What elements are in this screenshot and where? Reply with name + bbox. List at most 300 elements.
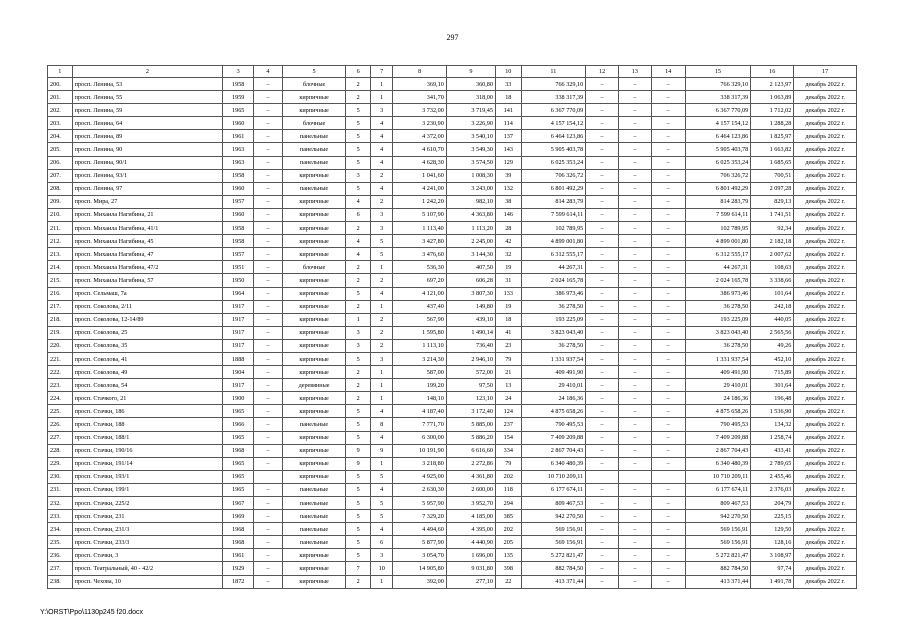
table-cell: 4 372,00 — [393, 130, 446, 143]
table-cell: декабрь 2022 г. — [794, 352, 857, 365]
table-cell: – — [619, 261, 652, 274]
table-cell: 5 — [346, 510, 371, 523]
table-row — [48, 222, 857, 235]
table-cell: 2 024 165,78 — [521, 274, 586, 287]
table-cell: 5 — [346, 156, 371, 169]
table-cell: – — [619, 510, 652, 523]
table-cell: 215. — [48, 274, 73, 287]
table-cell: кирпичные — [282, 444, 346, 457]
table-cell: декабрь 2022 г. — [794, 497, 857, 510]
table-cell: – — [651, 78, 685, 91]
table-cell: – — [619, 182, 652, 195]
table-cell: декабрь 2022 г. — [794, 457, 857, 470]
table-cell: 202 — [495, 470, 521, 483]
table-cell: 4 185,00 — [446, 510, 495, 523]
table-cell: 129,50 — [751, 523, 794, 536]
table-cell: 225,15 — [751, 510, 794, 523]
table-cell: 24 — [495, 392, 521, 405]
table-cell: панельные — [282, 418, 346, 431]
table-cell: 4 — [370, 156, 393, 169]
table-cell: 4 440,90 — [446, 536, 495, 549]
table-row — [48, 235, 857, 248]
table-cell: декабрь 2022 г. — [794, 339, 857, 352]
table-cell: 606,28 — [446, 274, 495, 287]
table-cell: 1917 — [223, 379, 254, 392]
table-cell: 231. — [48, 483, 73, 496]
table-cell: 4 610,70 — [393, 143, 446, 156]
table-cell: 2 867 704,43 — [521, 444, 586, 457]
table-cell: 1957 — [223, 248, 254, 261]
table-cell: 4 875 658,26 — [521, 405, 586, 418]
table-cell: 10 191,90 — [393, 444, 446, 457]
table-cell: 4 899 001,80 — [521, 235, 586, 248]
table-cell: 224. — [48, 392, 73, 405]
table-cell: просп. Соколова, 54 — [72, 379, 223, 392]
table-cell: кирпичные — [282, 300, 346, 313]
table-cell: 5 — [346, 431, 371, 444]
table-cell: 536,30 — [393, 261, 446, 274]
table-row — [48, 431, 857, 444]
table-cell: 226. — [48, 418, 73, 431]
table-cell: 5 885,00 — [446, 418, 495, 431]
table-cell: 1964 — [223, 287, 254, 300]
table-row — [48, 169, 857, 182]
table-cell: 97,74 — [751, 562, 794, 575]
table-cell: 238. — [48, 575, 73, 588]
table-cell: 19 — [495, 261, 521, 274]
table-cell: кирпичные — [282, 326, 346, 339]
column-header: 7 — [370, 66, 393, 78]
table-cell: 2 — [370, 313, 393, 326]
table-row — [48, 78, 857, 91]
table-cell: 1917 — [223, 300, 254, 313]
table-cell: 146 — [495, 208, 521, 221]
table-cell: 2 245,00 — [446, 235, 495, 248]
table-cell: 5 886,20 — [446, 431, 495, 444]
table-cell: 9 031,80 — [446, 562, 495, 575]
table-cell: 223. — [48, 379, 73, 392]
table-cell: – — [254, 287, 283, 300]
table-cell: – — [254, 366, 283, 379]
table-row — [48, 379, 857, 392]
table-cell: 2 024 165,78 — [685, 274, 751, 287]
table-cell: 4 875 658,26 — [685, 405, 751, 418]
table-cell: – — [254, 444, 283, 457]
column-header: 3 — [223, 66, 254, 78]
table-cell: – — [254, 523, 283, 536]
table-cell: 36 278,50 — [685, 300, 751, 313]
table-row — [48, 182, 857, 195]
table-row — [48, 117, 857, 130]
footer-file-path: Y:\ORST\Ppo\1130p245 f20.docx — [40, 609, 143, 616]
table-cell: – — [254, 104, 283, 117]
table-row — [48, 497, 857, 510]
table-cell: – — [586, 130, 619, 143]
table-cell: кирпичные — [282, 405, 346, 418]
table-cell: просп. Михаила Нагибина, 47 — [72, 248, 223, 261]
table-cell: 217. — [48, 300, 73, 313]
table-cell: кирпичные — [282, 287, 346, 300]
table-cell: – — [619, 483, 652, 496]
table-cell: – — [586, 91, 619, 104]
table-cell: 5 — [370, 248, 393, 261]
table-cell: 3 807,30 — [446, 287, 495, 300]
table-cell: – — [586, 300, 619, 313]
table-cell: 39 — [495, 169, 521, 182]
table-cell: 2 867 704,43 — [685, 444, 751, 457]
table-cell: 42 — [495, 235, 521, 248]
table-cell: 1961 — [223, 130, 254, 143]
table-cell: панельные — [282, 130, 346, 143]
table-cell: – — [586, 195, 619, 208]
table-cell: 1958 — [223, 169, 254, 182]
table-cell: – — [586, 208, 619, 221]
table-cell: 1 — [370, 366, 393, 379]
table-cell: 5 — [370, 470, 393, 483]
table-row — [48, 208, 857, 221]
table-cell: 706 326,72 — [685, 169, 751, 182]
column-header: 10 — [495, 66, 521, 78]
table-cell: просп. Ленина, 90 — [72, 143, 223, 156]
table-cell: 572,00 — [446, 366, 495, 379]
table-cell: панельные — [282, 182, 346, 195]
table-cell: 1958 — [223, 222, 254, 235]
table-cell: 4 — [370, 431, 393, 444]
table-cell: декабрь 2022 г. — [794, 222, 857, 235]
table-cell: 1 041,60 — [393, 169, 446, 182]
table-cell: 242,18 — [751, 300, 794, 313]
table-cell: 1 258,74 — [751, 431, 794, 444]
table-cell: 706 326,72 — [521, 169, 586, 182]
table-cell: кирпичные — [282, 339, 346, 352]
table-cell: 5 272 821,47 — [685, 549, 751, 562]
table-cell: 5 — [346, 143, 371, 156]
table-cell: – — [651, 339, 685, 352]
table-cell: – — [651, 235, 685, 248]
table-cell: кирпичные — [282, 169, 346, 182]
table-row — [48, 91, 857, 104]
column-header: 5 — [282, 66, 346, 78]
table-cell: 790 495,53 — [521, 418, 586, 431]
table-cell: 128,16 — [751, 536, 794, 549]
table-cell: – — [254, 392, 283, 405]
table-cell: 79 — [495, 457, 521, 470]
table-cell: 10 710 209,11 — [685, 470, 751, 483]
table-cell: 3 — [346, 326, 371, 339]
table-row — [48, 287, 857, 300]
column-header: 12 — [586, 66, 619, 78]
table-cell: 214. — [48, 261, 73, 274]
table-cell: 736,40 — [446, 339, 495, 352]
table-cell: 3 214,30 — [393, 352, 446, 365]
table-cell: – — [586, 392, 619, 405]
table-row — [48, 549, 857, 562]
table-cell: 6 340 480,39 — [521, 457, 586, 470]
table-cell: – — [586, 418, 619, 431]
table-cell: 2 455,46 — [751, 470, 794, 483]
table-cell: 1904 — [223, 366, 254, 379]
table-cell: 5 — [370, 235, 393, 248]
table-cell: – — [254, 261, 283, 274]
table-cell: 1965 — [223, 483, 254, 496]
table-cell: 277,10 — [446, 575, 495, 588]
column-header: 2 — [72, 66, 223, 78]
table-cell: 1 331 937,54 — [685, 352, 751, 365]
table-cell: 3 218,80 — [393, 457, 446, 470]
table-cell: 4 — [346, 248, 371, 261]
table-cell: 228. — [48, 444, 73, 457]
table-cell: 4 — [370, 287, 393, 300]
table-cell: 1958 — [223, 78, 254, 91]
table-cell: 9 — [346, 444, 371, 457]
table-cell: – — [586, 339, 619, 352]
table-cell: 3 574,50 — [446, 156, 495, 169]
table-cell: 97,50 — [446, 379, 495, 392]
table-cell: – — [254, 483, 283, 496]
table-cell: 2 630,30 — [393, 483, 446, 496]
table-cell: 569 156,91 — [521, 523, 586, 536]
table-cell: 1968 — [223, 444, 254, 457]
table-cell: 814 283,79 — [685, 195, 751, 208]
table-cell: – — [586, 562, 619, 575]
table-cell: 1929 — [223, 562, 254, 575]
table-cell: декабрь 2022 г. — [794, 274, 857, 287]
table-cell: – — [651, 313, 685, 326]
table-row — [48, 156, 857, 169]
table-cell: 5 — [346, 549, 371, 562]
table-cell: 413 371,44 — [521, 575, 586, 588]
table-cell: – — [586, 261, 619, 274]
table-cell: просп. Стачкого, 21 — [72, 392, 223, 405]
table-cell: – — [651, 91, 685, 104]
table-cell: 132 — [495, 182, 521, 195]
table-cell: – — [586, 483, 619, 496]
table-cell: 1 — [370, 575, 393, 588]
table-cell: – — [586, 497, 619, 510]
table-cell: 210. — [48, 208, 73, 221]
table-cell: 6 — [346, 208, 371, 221]
table-cell: 2 — [346, 261, 371, 274]
table-cell — [619, 470, 652, 483]
table-cell: – — [651, 287, 685, 300]
table-row — [48, 143, 857, 156]
table-cell: 3 — [370, 222, 393, 235]
table-cell: – — [586, 457, 619, 470]
table-cell: 5 — [346, 536, 371, 549]
table-cell: – — [651, 483, 685, 496]
table-cell: 211. — [48, 222, 73, 235]
table-cell: 5 107,90 — [393, 208, 446, 221]
table-cell: 222. — [48, 366, 73, 379]
table-cell: кирпичные — [282, 457, 346, 470]
table-cell: панельные — [282, 536, 346, 549]
table-cell: – — [619, 379, 652, 392]
table-cell: 202 — [495, 523, 521, 536]
table-cell: 229. — [48, 457, 73, 470]
table-cell: кирпичные — [282, 562, 346, 575]
table-cell: 14 905,80 — [393, 562, 446, 575]
table-cell: – — [254, 339, 283, 352]
table-cell: блочные — [282, 78, 346, 91]
table-cell: 24 186,36 — [685, 392, 751, 405]
table-cell: 700,51 — [751, 169, 794, 182]
table-cell: 218. — [48, 313, 73, 326]
table-cell: 33 — [495, 78, 521, 91]
table-cell: 2 600,00 — [446, 483, 495, 496]
table-cell: панельные — [282, 156, 346, 169]
table-cell: 41 — [495, 326, 521, 339]
table-cell: 2 565,56 — [751, 326, 794, 339]
table-cell: 4 187,40 — [393, 405, 446, 418]
table-cell: 18 — [495, 313, 521, 326]
table-cell: декабрь 2022 г. — [794, 156, 857, 169]
table-cell: 220. — [48, 339, 73, 352]
table-cell: 1967 — [223, 497, 254, 510]
table-cell: – — [651, 274, 685, 287]
column-header: 15 — [685, 66, 751, 78]
table-cell: 4 628,30 — [393, 156, 446, 169]
table-cell: 237 — [495, 418, 521, 431]
table-cell: 1 712,02 — [751, 104, 794, 117]
table-cell: 5 — [346, 405, 371, 418]
table-cell: декабрь 2022 г. — [794, 235, 857, 248]
table-cell: 3 144,30 — [446, 248, 495, 261]
table-cell: – — [586, 117, 619, 130]
table-cell: 829,13 — [751, 195, 794, 208]
table-cell: 5 — [346, 182, 371, 195]
table-cell: 4 — [346, 195, 371, 208]
table-cell: просп. Михаила Нагибина, 47/2 — [72, 261, 223, 274]
table-cell: панельные — [282, 497, 346, 510]
table-cell: декабрь 2022 г. — [794, 248, 857, 261]
table-cell: 6 — [370, 536, 393, 549]
table-cell: просп. Ленина, 93/1 — [72, 169, 223, 182]
table-cell: – — [254, 549, 283, 562]
table-cell: кирпичные — [282, 575, 346, 588]
table-cell: – — [651, 549, 685, 562]
table-row — [48, 300, 857, 313]
table-cell: 6 312 555,17 — [685, 248, 751, 261]
table-row — [48, 470, 857, 483]
table-cell: – — [619, 405, 652, 418]
table-cell: 766 329,10 — [521, 78, 586, 91]
table-cell: 814 283,79 — [521, 195, 586, 208]
table-cell: – — [619, 536, 652, 549]
table-cell: блочные — [282, 261, 346, 274]
column-header: 1 — [48, 66, 73, 78]
table-cell: просп. Соколова, 25 — [72, 326, 223, 339]
table-cell: – — [619, 457, 652, 470]
table-cell: 6 367 770,09 — [685, 104, 751, 117]
table-cell: 133 — [495, 287, 521, 300]
column-header: 4 — [254, 66, 283, 78]
table-cell: просп. Ленина, 53 — [72, 78, 223, 91]
table-cell: – — [651, 418, 685, 431]
table-cell: просп. Стачки, 199/1 — [72, 483, 223, 496]
table-cell: 5 877,90 — [393, 536, 446, 549]
table-cell: 135 — [495, 549, 521, 562]
table-cell: – — [651, 130, 685, 143]
table-cell: 1 008,30 — [446, 169, 495, 182]
table-cell: 4 — [346, 235, 371, 248]
table-cell: 3 952,70 — [446, 497, 495, 510]
table-cell: 5 957,90 — [393, 497, 446, 510]
table-cell: 3 230,90 — [393, 117, 446, 130]
table-cell: 1 491,78 — [751, 575, 794, 588]
table-cell: 193 225,09 — [521, 313, 586, 326]
table-cell: 205. — [48, 143, 73, 156]
table-cell: 4 — [370, 405, 393, 418]
table-cell: просп. Стачки, 233/3 — [72, 536, 223, 549]
table-cell: 7 — [346, 562, 371, 575]
table-cell: – — [586, 379, 619, 392]
table-cell: 3 — [370, 104, 393, 117]
table-cell: – — [254, 222, 283, 235]
table-cell: – — [586, 536, 619, 549]
table-cell: 4 121,00 — [393, 287, 446, 300]
table-cell: кирпичные — [282, 274, 346, 287]
table-cell: декабрь 2022 г. — [794, 326, 857, 339]
table-cell: 124 — [495, 405, 521, 418]
table-cell: – — [619, 208, 652, 221]
table-cell: 36 278,50 — [521, 339, 586, 352]
table-cell: 3 719,45 — [446, 104, 495, 117]
table-cell: 6 177 674,11 — [521, 483, 586, 496]
table-cell: 1 288,28 — [751, 117, 794, 130]
table-cell: 1 741,51 — [751, 208, 794, 221]
table-cell: – — [619, 444, 652, 457]
table-cell: просп. Соколова, 12-14/89 — [72, 313, 223, 326]
table-cell: 334 — [495, 444, 521, 457]
table-cell: кирпичные — [282, 392, 346, 405]
table-cell: 1 696,00 — [446, 549, 495, 562]
table-cell: 1965 — [223, 104, 254, 117]
table-cell: панельные — [282, 143, 346, 156]
table-cell: 216. — [48, 287, 73, 300]
table-cell: 221. — [48, 352, 73, 365]
table-row — [48, 339, 857, 352]
table-cell: 5 — [370, 510, 393, 523]
table-cell: – — [586, 182, 619, 195]
table-cell: 697,20 — [393, 274, 446, 287]
table-cell: кирпичные — [282, 222, 346, 235]
table-cell: 1965 — [223, 431, 254, 444]
column-header: 8 — [393, 66, 446, 78]
table-cell: 2 — [346, 222, 371, 235]
table-cell: 3 — [346, 169, 371, 182]
table-cell: 4 157 154,12 — [521, 117, 586, 130]
table-cell: – — [651, 536, 685, 549]
table-cell: 1 113,40 — [393, 222, 446, 235]
table-cell: 2 097,28 — [751, 182, 794, 195]
table-cell: 5 — [346, 418, 371, 431]
table-cell: 3 — [370, 549, 393, 562]
table-cell: 36 278,50 — [521, 300, 586, 313]
table-cell: 108,63 — [751, 261, 794, 274]
table-cell: 237. — [48, 562, 73, 575]
column-header: 13 — [619, 66, 652, 78]
table-cell: – — [651, 326, 685, 339]
table-cell: декабрь 2022 г. — [794, 130, 857, 143]
table-cell: 29 410,01 — [521, 379, 586, 392]
table-cell: 44 267,31 — [685, 261, 751, 274]
table-cell: – — [651, 222, 685, 235]
table-cell: 5 — [346, 117, 371, 130]
table-cell: 31 — [495, 274, 521, 287]
table-cell: 587,00 — [393, 366, 446, 379]
table-cell: 10 710 209,11 — [521, 470, 586, 483]
table-cell: – — [619, 366, 652, 379]
